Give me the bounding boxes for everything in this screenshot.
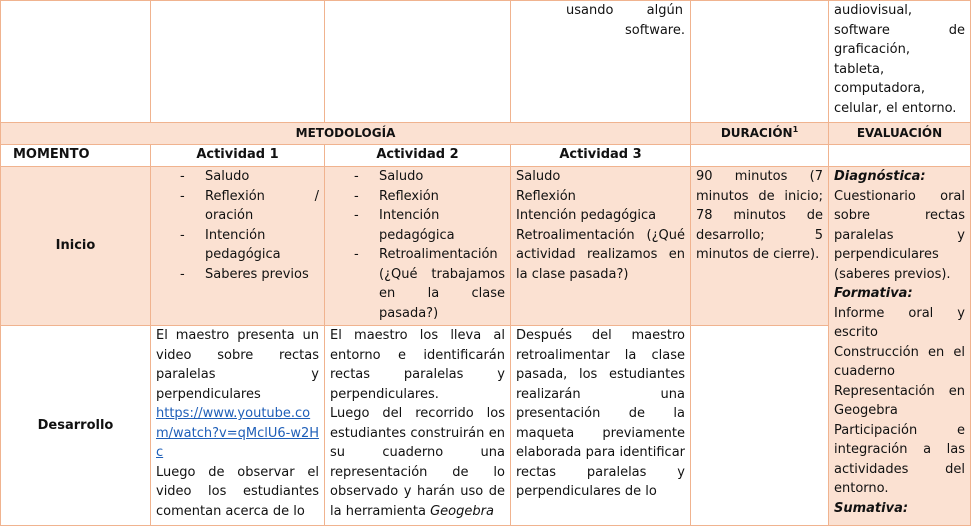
formativa-item: Participación e integración a las actividades del entorno. [834, 422, 965, 496]
desarrollo-label: Desarrollo [1, 326, 151, 526]
cont-cell-act2 [325, 1, 511, 123]
cont-cell-momento [1, 1, 151, 123]
list-item: - Intención pedagógica [156, 226, 319, 265]
video-link[interactable]: https://www.youtube.com/watch?v=qMclU6-w2Hc [156, 406, 319, 460]
section-header-row [1, 123, 971, 145]
list-item: - Intención pedagógica [330, 206, 505, 245]
sumativa-label: Sumativa: [834, 500, 909, 516]
cont-eval-line-3: graficación, [834, 42, 910, 57]
diagnostica-text: Cuestionario oral sobre rectas paralelas y perpendiculares (saberes previos). [834, 188, 965, 282]
inicio-actividad2 [325, 167, 511, 326]
desarrollo-actividad1 [151, 326, 325, 526]
formativa-label: Formativa: [834, 286, 913, 301]
inicio-act3-line: Saludo [516, 169, 561, 184]
cont-cell-duracion [691, 1, 829, 123]
formativa-item: Construcción en el cuaderno [834, 344, 965, 379]
inicio-act3-line: Intención pedagógica [516, 208, 657, 223]
list-item: - Saberes previos [156, 265, 319, 285]
desarrollo-actividad3: Después del maestro retroalimentar la clase pasada, los estudiantes realizarán una presentación de la maqueta previamente elaborada para identificar rectas paralelas y perpendiculares de lo [511, 326, 691, 526]
duracion-header [691, 123, 829, 145]
cont-act3-line-1: usando algún [566, 3, 683, 18]
column-header-row [1, 145, 971, 167]
list-item: - Reflexión [330, 187, 505, 207]
continuation-row [1, 1, 971, 123]
cont-cell-act1 [151, 1, 325, 123]
list-item: - Saludo [156, 167, 319, 187]
desarrollo-act1-after: Luego de observar el video los estudiantes comentan acerca de lo [156, 464, 319, 519]
cont-eval-line-2: software de [834, 22, 965, 38]
duracion-footnote: 1 [792, 124, 799, 134]
geogebra-italic: Geogebra [430, 503, 494, 519]
inicio-actividad3 [511, 167, 691, 326]
inicio-act3-line: Reflexión [516, 188, 576, 204]
cont-cell-evaluacion [829, 1, 971, 123]
cont-eval-line-5: computadora, [834, 81, 925, 96]
inicio-act2-list [330, 167, 505, 323]
diagnostica-label: Diagnóstica: [834, 169, 926, 184]
cont-eval-line-1: audiovisual, [834, 3, 913, 18]
actividad3-header: Actividad 3 [511, 145, 691, 167]
desarrollo-act2-p2 [330, 404, 505, 521]
momento-header: MOMENTO [1, 145, 151, 167]
desarrollo-act1-intro: El maestro presenta un video sobre rectas paralelas y perpendiculares [156, 328, 319, 402]
inicio-act1-list [156, 167, 319, 284]
list-item: - Reflexión / oración [156, 187, 319, 226]
duracion-header-text: DURACIÓN [720, 125, 793, 140]
desarrollo-duracion-blank [691, 326, 829, 526]
inicio-label: Inicio [1, 167, 151, 326]
desarrollo-actividad2 [325, 326, 511, 526]
inicio-actividad1 [151, 167, 325, 326]
cont-eval-line-4: tableta, [834, 61, 885, 77]
formativa-item: Informe oral y escrito [834, 305, 965, 340]
evaluacion-header: EVALUACIÓN [829, 123, 971, 145]
desarrollo-act2-p1: El maestro los lleva al entorno e identificarán rectas paralelas y perpendiculares. [330, 328, 505, 402]
formativa-item: Representación en Geogebra [834, 383, 965, 418]
metodologia-header: METODOLOGÍA [1, 123, 691, 145]
list-item: - Retroalimentación (¿Qué trabajamos en la clase pasada?) [330, 245, 505, 323]
evaluacion-header-blank [829, 145, 971, 167]
evaluacion-cell [829, 167, 971, 526]
inicio-row [1, 167, 971, 326]
actividad1-header: Actividad 1 [151, 145, 325, 167]
duracion-cell: 90 minutos (7 minutos de inicio; 78 minutos de desarrollo; 5 minutos de cierre). [691, 167, 829, 326]
inicio-act3-line: Retroalimentación (¿Qué actividad realizamos en la clase pasada?) [516, 227, 685, 282]
cont-act3-line-2: software. [625, 22, 685, 38]
desarrollo-row [1, 326, 971, 526]
actividad2-header: Actividad 2 [325, 145, 511, 167]
desarrollo-act2-p2-text: Luego del recorrido los estudiantes construirán en su cuaderno una representación de lo observado y harán uso de la herramienta [330, 406, 505, 519]
duracion-header-blank [691, 145, 829, 167]
cont-eval-line-6: celular, el entorno. [834, 100, 957, 116]
list-item: - Saludo [330, 167, 505, 187]
cont-cell-act3 [511, 1, 691, 123]
